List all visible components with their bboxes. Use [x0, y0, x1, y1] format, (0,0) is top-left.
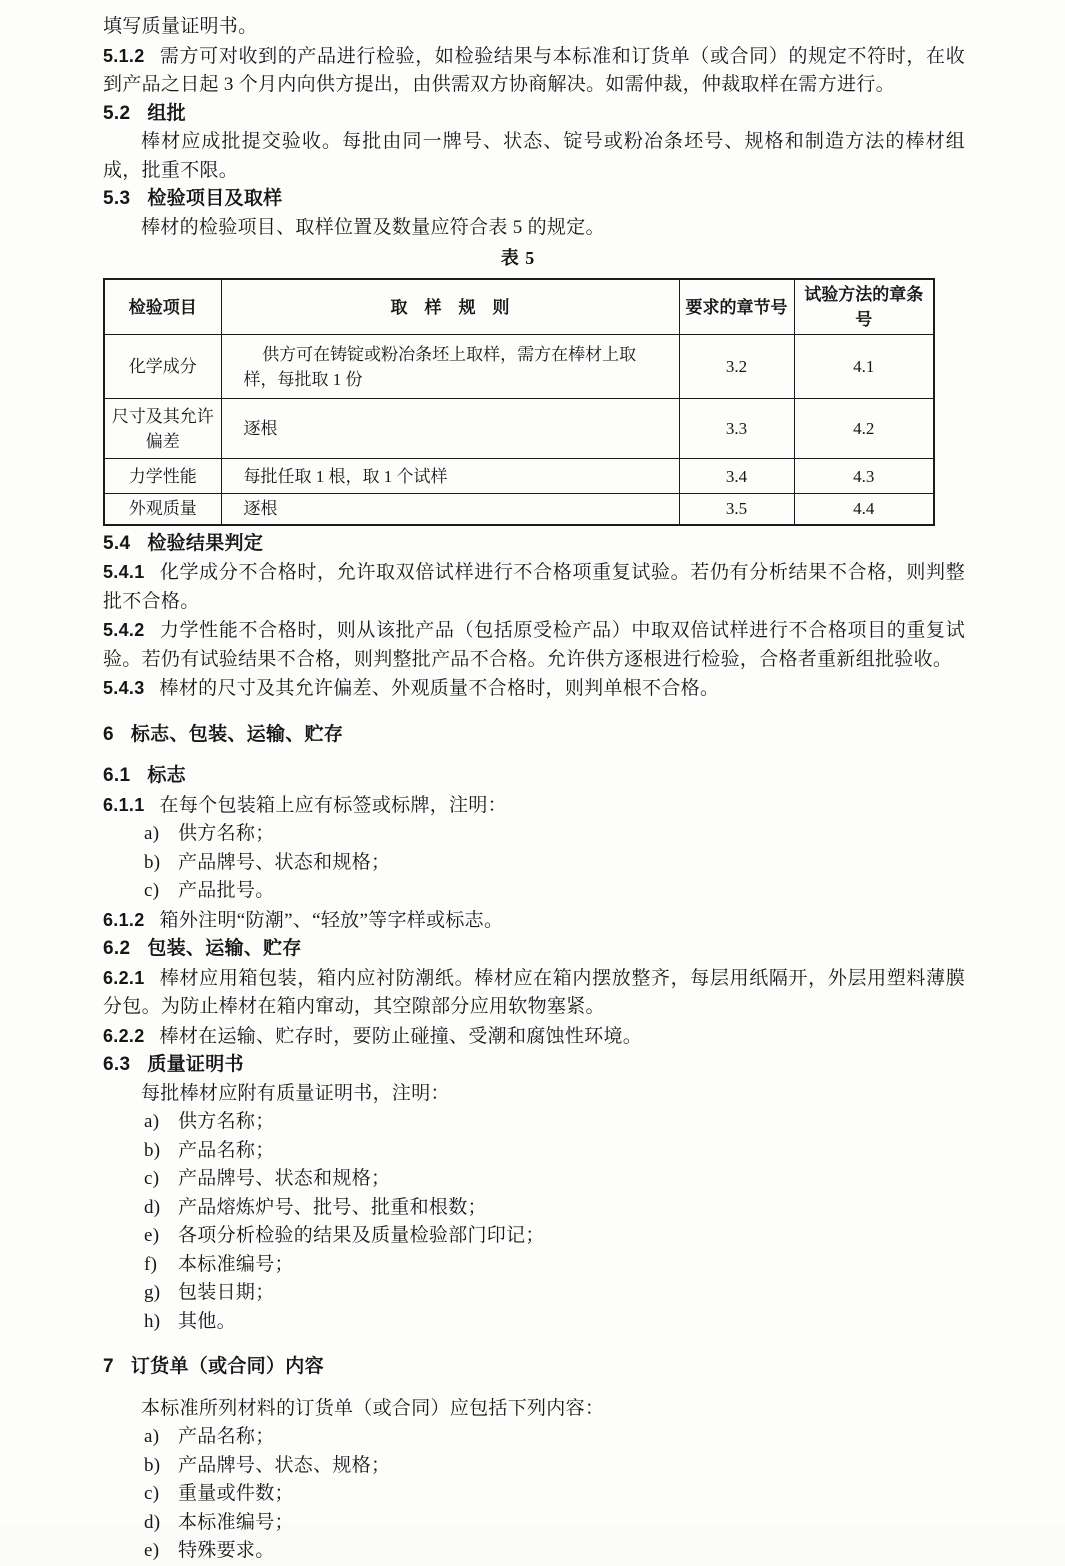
list-text: 产品牌号、状态和规格；	[178, 851, 391, 873]
heading-title: 质量证明书	[147, 1054, 244, 1075]
list-item	[103, 877, 965, 906]
table-row	[104, 459, 934, 494]
header-inspection-item: 检验项目	[104, 279, 221, 335]
list-marker: a)	[144, 1111, 160, 1132]
clause-5-4-1	[103, 558, 965, 616]
cell-inspection-item: 尺寸及其允许偏差	[104, 399, 221, 459]
list-item	[103, 1108, 965, 1137]
list-marker: c)	[144, 1483, 160, 1504]
chapter-title: 订货单（或合同）内容	[130, 1356, 324, 1377]
cell-requirement-clause: 3.3	[679, 399, 794, 459]
list-item	[103, 1480, 965, 1509]
paragraph-continuation: 填写质量证明书。	[103, 16, 258, 37]
list-7	[103, 1423, 965, 1566]
header-sampling-rule: 取 样 规 则	[221, 279, 679, 335]
clause-text: 需方可对收到的产品进行检验，如检验结果与本标准和订货单（或合同）的规定不符时，在收到产品之日起 3 个月内向供方提出，由供需双方协商解决。如需仲裁，仲裁取样在需方进行。	[103, 45, 965, 95]
clause-text: 力学性能不合格时，则从该批产品（包括原受检产品）中取双倍试样进行不合格项目的重复试验。若仍有试验结果不合格，则判整批产品不合格。允许供方逐根进行检验，合格者重新组批验收。	[103, 620, 965, 670]
list-text: 产品批号。	[178, 880, 275, 901]
paragraph-5-3: 棒材的检验项目、取样位置及数量应符合表 5 的规定。	[141, 216, 605, 238]
cell-sampling-rule: 逐根	[221, 399, 679, 459]
heading-number: 5.2	[103, 102, 131, 124]
list-marker: e)	[144, 1540, 160, 1561]
heading-number: 6.2	[103, 938, 131, 959]
chapter-number: 7	[103, 1356, 114, 1377]
clause-text: 化学成分不合格时，允许取双倍试样进行不合格项重复试验。若仍有分析结果不合格，则判整批不合格。	[103, 562, 965, 612]
heading-5-2	[103, 100, 965, 129]
cell-inspection-item: 力学性能	[104, 459, 221, 494]
list-item	[103, 1537, 965, 1566]
paragraph-5-2: 棒材应成批提交验收。每批由同一牌号、状态、锭号或粉冶条坯号、规格和制造方法的棒材组成，批重不限。	[103, 131, 965, 181]
clause-number: 6.2.1	[103, 967, 145, 988]
list-item	[103, 1251, 965, 1280]
table-caption: 表 5	[500, 248, 536, 268]
heading-title: 标志	[147, 765, 186, 786]
cell-test-method-clause: 4.1	[794, 335, 934, 399]
list-item	[103, 1279, 965, 1308]
heading-6-1	[103, 762, 965, 791]
cell-sampling-rule: 供方可在铸锭或粉冶条坯上取样，需方在棒材上取样，每批取 1 份	[221, 335, 679, 399]
list-marker: g)	[144, 1282, 161, 1303]
paragraph-7: 本标准所列材料的订货单（或合同）应包括下列内容：	[141, 1397, 605, 1419]
heading-6-2	[103, 935, 965, 964]
clause-5-4-2	[103, 616, 965, 674]
heading-number: 6.3	[103, 1054, 131, 1075]
list-item	[103, 1137, 965, 1166]
list-text: 特殊要求。	[178, 1540, 275, 1561]
header-requirement-clause: 要求的章节号	[679, 279, 794, 335]
chapter-7-heading	[103, 1353, 965, 1382]
clause-text: 箱外注明“防潮”、“轻放”等字样或标志。	[159, 909, 504, 931]
cell-inspection-item: 化学成分	[104, 335, 221, 399]
heading-number: 5.4	[103, 532, 131, 554]
cell-test-method-clause: 4.2	[794, 399, 934, 459]
clause-text: 在每个包装箱上应有标签或标牌，注明：	[159, 794, 507, 816]
list-text: 产品名称；	[178, 1139, 275, 1161]
list-item	[103, 1509, 965, 1538]
cell-requirement-clause: 3.4	[679, 459, 794, 494]
list-marker: b)	[144, 851, 161, 873]
list-marker: d)	[144, 1511, 161, 1533]
heading-title: 检验结果判定	[147, 532, 264, 554]
list-marker: c)	[144, 880, 160, 901]
heading-number: 6.1	[103, 765, 131, 786]
clause-5-1-2	[103, 42, 965, 100]
list-text: 产品熔炼炉号、批号、批重和根数；	[178, 1196, 487, 1218]
clause-6-2-1	[103, 964, 965, 1022]
list-text: 其他。	[178, 1310, 236, 1332]
cell-requirement-clause: 3.2	[679, 335, 794, 399]
list-marker: h)	[144, 1310, 161, 1332]
table-5	[103, 278, 935, 526]
list-text: 供方名称；	[178, 823, 275, 844]
table-row	[104, 494, 934, 525]
header-test-method-clause: 试验方法的章条号	[794, 279, 934, 335]
list-marker: b)	[144, 1139, 161, 1161]
clause-number: 6.1.1	[103, 794, 145, 815]
cell-test-method-clause: 4.4	[794, 494, 934, 525]
list-item	[103, 820, 965, 849]
chapter-title: 标志、包装、运输、贮存	[130, 723, 344, 745]
heading-5-4	[103, 530, 965, 559]
list-item	[103, 1194, 965, 1223]
clause-5-4-3	[103, 674, 965, 704]
list-marker: d)	[144, 1196, 161, 1218]
paragraph-6-3: 每批棒材应附有质量证明书，注明：	[141, 1082, 450, 1104]
clause-6-1-2	[103, 906, 965, 936]
list-text: 包装日期；	[178, 1282, 275, 1303]
list-text: 产品名称；	[178, 1426, 275, 1447]
clause-6-2-2	[103, 1022, 965, 1052]
list-6-1-1	[103, 820, 965, 906]
chapter-number: 6	[103, 723, 114, 745]
cell-sampling-rule: 每批任取 1 根，取 1 个试样	[221, 459, 679, 494]
clause-number: 6.2.2	[103, 1025, 145, 1046]
list-marker: c)	[144, 1168, 160, 1189]
heading-title: 检验项目及取样	[147, 188, 283, 209]
clause-number: 5.1.2	[103, 45, 145, 66]
list-text: 本标准编号；	[178, 1253, 294, 1275]
list-text: 供方名称；	[178, 1111, 275, 1132]
list-marker: b)	[144, 1454, 161, 1476]
heading-title: 组批	[147, 102, 186, 124]
clause-text: 棒材的尺寸及其允许偏差、外观质量不合格时，则判单根不合格。	[159, 678, 720, 699]
list-marker: e)	[144, 1225, 160, 1246]
heading-5-3	[103, 185, 965, 214]
clause-number: 5.4.1	[103, 562, 145, 582]
list-text: 重量或件数；	[178, 1483, 294, 1504]
heading-number: 5.3	[103, 188, 131, 209]
cell-sampling-rule: 逐根	[221, 494, 679, 525]
list-marker: a)	[144, 1426, 160, 1447]
list-marker: a)	[144, 823, 160, 844]
list-text: 产品牌号、状态、规格；	[178, 1454, 391, 1476]
chapter-6-heading	[103, 721, 965, 750]
list-item	[103, 1423, 965, 1452]
cell-inspection-item: 外观质量	[104, 494, 221, 525]
table-row	[104, 399, 934, 459]
clause-number: 5.4.3	[103, 678, 145, 698]
clause-6-1-1	[103, 791, 965, 821]
table-header-row	[104, 279, 934, 335]
cell-requirement-clause: 3.5	[679, 494, 794, 525]
heading-6-3	[103, 1051, 965, 1080]
table-row	[104, 335, 934, 399]
list-item	[103, 1165, 965, 1194]
list-text: 产品牌号、状态和规格；	[178, 1168, 391, 1189]
list-item	[103, 1222, 965, 1251]
clause-text: 棒材在运输、贮存时，要防止碰撞、受潮和腐蚀性环境。	[159, 1025, 643, 1047]
list-item	[103, 1452, 965, 1481]
list-marker: f)	[144, 1253, 158, 1275]
clause-number: 6.1.2	[103, 909, 145, 930]
clause-text: 棒材应用箱包装，箱内应衬防潮纸。棒材应在箱内摆放整齐，每层用纸隔开，外层用塑料薄膜分包。为防止棒材在箱内窜动，其空隙部分应用软物塞紧。	[103, 967, 965, 1017]
list-text: 各项分析检验的结果及质量检验部门印记；	[178, 1225, 545, 1246]
list-text: 本标准编号；	[178, 1511, 294, 1533]
heading-title: 包装、运输、贮存	[147, 938, 302, 959]
list-6-3	[103, 1108, 965, 1336]
list-item	[103, 849, 965, 878]
list-item	[103, 1308, 965, 1337]
cell-test-method-clause: 4.3	[794, 459, 934, 494]
clause-number: 5.4.2	[103, 620, 145, 640]
